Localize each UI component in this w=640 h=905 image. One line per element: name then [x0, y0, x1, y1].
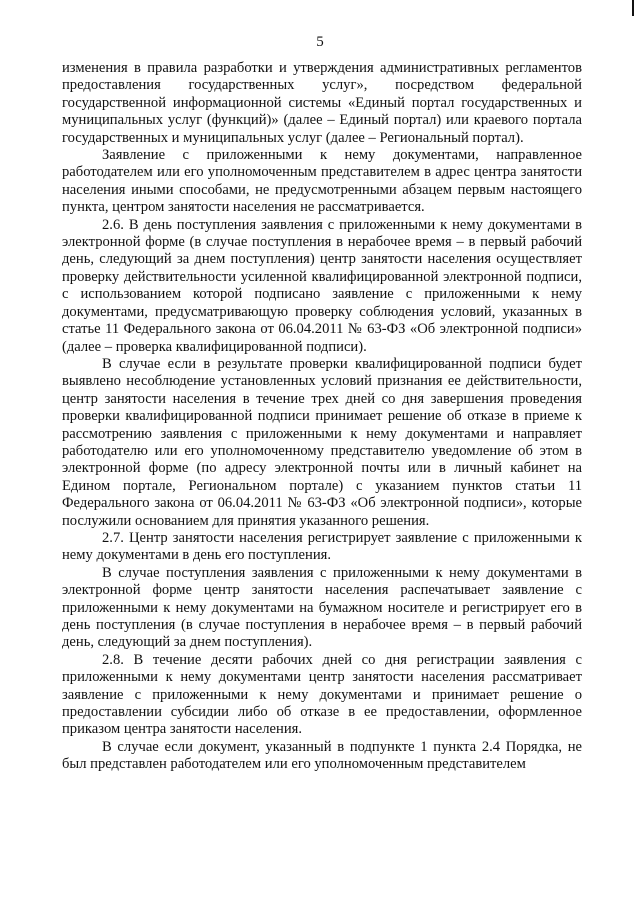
body-text — [62, 60, 582, 774]
paragraph: изменения в правила разработки и утверждения административных регламентов предоставления государственных услуг», посредством федеральной государственной информационной системы «Единый портал государственных и муниципальных услуг (функций)» (далее – Единый портал) или краевого портала государственных и муниципальных услуг (далее – Региональный портал). — [62, 60, 582, 146]
scan-edge-mark — [632, 0, 634, 16]
paragraph: В случае если в результате проверки квалифицированной подписи будет выявлено несоблюдение установленных условий признания ее действительности, центр занятости населения в течение трех дней со дня завершения проведения проверки квалифицированной подписи принимает решение об отказе в приеме к рассмотрению заявления с приложенными к нему документами и направляет работодателю или его уполномоченному представителю уведомление об этом в электронной форме (по адресу электронной почты или в личный кабинет на Едином портале, Региональном портале) с указанием пунктов статьи 11 Федерального закона от 06.04.2011 № 63-ФЗ «Об электронной подписи», которые послужили основанием для принятия указанного решения. — [62, 355, 582, 529]
paragraph: Заявление с приложенными к нему документами, направленное работодателем или его уполномоченным представителем в адрес центра занятости населения иными способами, не предусмотренными абзацем первым настоящего пункта, центром занятости населения не рассматривается. — [62, 147, 582, 216]
paragraph: В случае если документ, указанный в подпункте 1 пункта 2.4 Порядка, не был представлен работодателем или его уполномоченным представителем — [62, 738, 582, 773]
paragraph: 2.6. В день поступления заявления с приложенными к нему документами в электронной форме (в случае поступления в нерабочее время – в первый рабочий день, следующий за днем поступления) центр занятости населения осуществляет проверку действительности усиленной квалифицированной электронной подписи, с использованием которой подписано заявление с приложенными к нему документами, предусматривающую проверку соблюдения условий, указанных в статье 11 Федерального закона от 06.04.2011 № 63-ФЗ «Об электронной подписи» (далее – проверка квалифицированной подписи). — [62, 216, 582, 355]
paragraph: 2.8. В течение десяти рабочих дней со дня регистрации заявления с приложенными к нему документами центр занятости населения рассматривает заявление с приложенными к нему документами и принимает решение о предоставлении субсидии либо об отказе в ее предоставлении, оформленное приказом центра занятости населения. — [62, 651, 582, 738]
page-number: 5 — [316, 34, 324, 50]
paragraph: В случае поступления заявления с приложенными к нему документами в электронной форме центр занятости населения распечатывает заявление с приложенными к нему документами на бумажном носителе и регистрирует его в день поступления (в случае поступления в нерабочее время – в первый рабочий день, следующий за днем поступления). — [62, 564, 582, 651]
paragraph: 2.7. Центр занятости населения регистрирует заявление с приложенными к нему документами в день его поступления. — [62, 529, 582, 564]
